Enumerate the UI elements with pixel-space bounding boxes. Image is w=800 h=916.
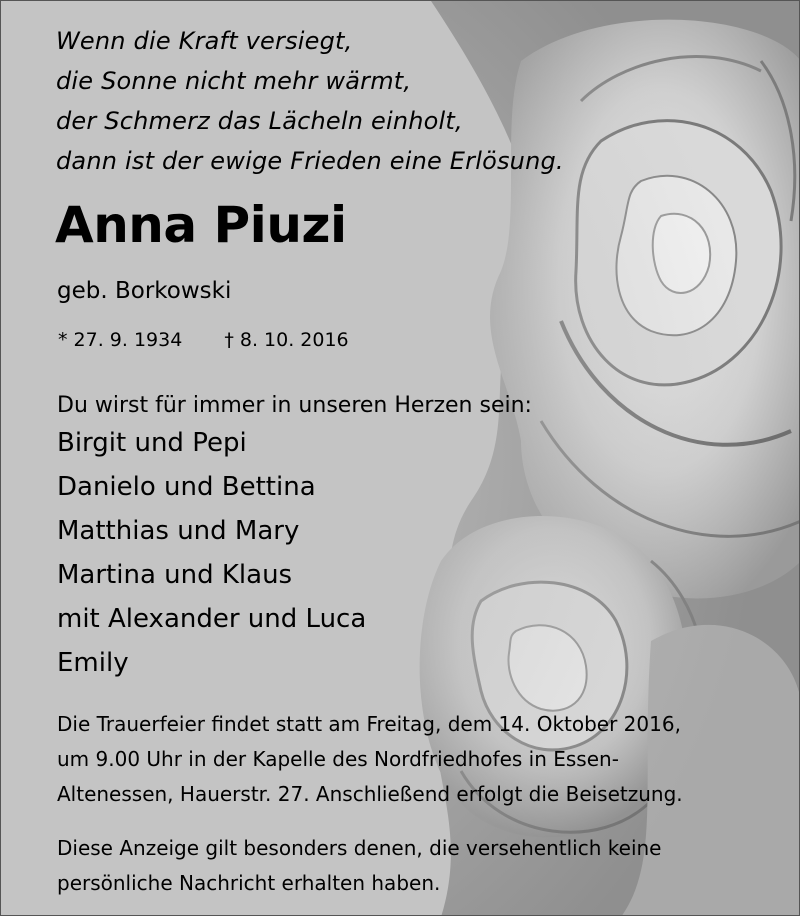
service-line: Die Trauerfeier findet statt am Freitag, dem 14. Oktober 2016, — [57, 712, 681, 736]
mourner-entry: Emily — [57, 648, 129, 678]
poem-line: dann ist der ewige Frieden eine Erlösung. — [56, 147, 564, 175]
deceased-name: Anna Piuzi — [55, 196, 347, 254]
poem — [56, 21, 564, 181]
poem-line: der Schmerz das Lächeln einholt, — [56, 107, 463, 135]
service-line: um 9.00 Uhr in der Kapelle des Nordfriedhofes in Essen- — [57, 747, 619, 771]
mourner-entry: mit Alexander und Luca — [57, 604, 367, 634]
mourner-entry: Matthias und Mary — [57, 516, 300, 546]
funeral-service-info — [57, 707, 683, 812]
maiden-name: geb. Borkowski — [57, 278, 232, 304]
notification-note — [57, 831, 661, 901]
life-dates — [58, 325, 349, 355]
poem-line: Wenn die Kraft versiegt, — [56, 27, 353, 55]
mourner-entry: Birgit und Pepi — [57, 428, 247, 458]
mourners-intro: Du wirst für immer in unseren Herzen sein: — [57, 393, 532, 418]
mourner-entry: Danielo und Bettina — [57, 472, 316, 502]
notice-line: Diese Anzeige gilt besonders denen, die versehentlich keine — [57, 836, 662, 860]
service-line: Altenessen, Hauerstr. 27. Anschließend erfolgt die Beisetzung. — [57, 782, 683, 806]
birth-date: * 27. 9. 1934 — [58, 329, 183, 351]
mourner-entry: Martina und Klaus — [57, 560, 293, 590]
mourners-list — [57, 421, 366, 685]
poem-line: die Sonne nicht mehr wärmt, — [56, 67, 412, 95]
notice-line: persönliche Nachricht erhalten haben. — [57, 871, 441, 895]
death-date: † 8. 10. 2016 — [224, 329, 349, 351]
